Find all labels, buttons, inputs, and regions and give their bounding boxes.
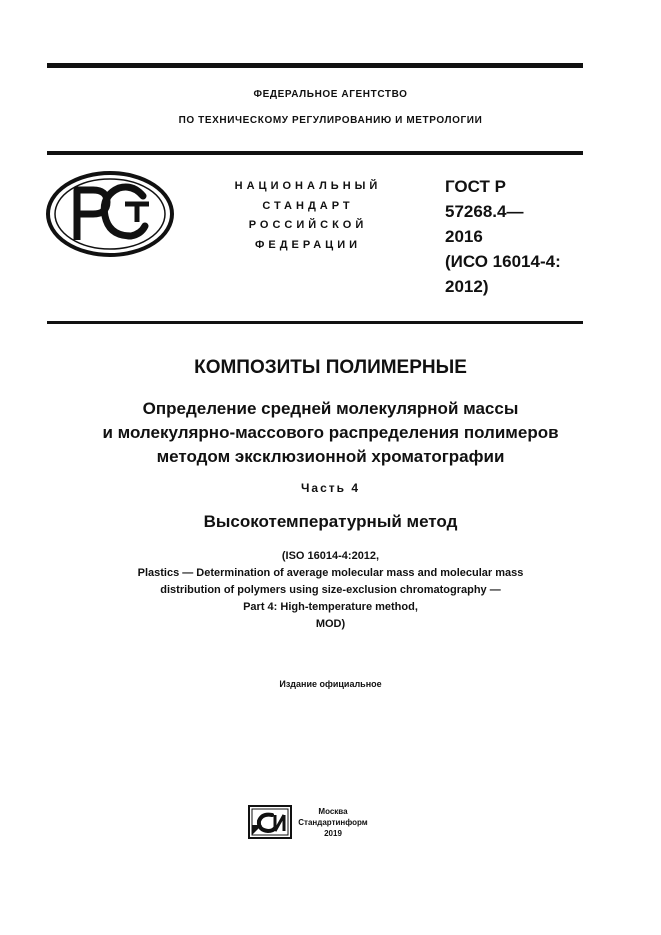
rst-certification-logo-icon (45, 170, 175, 258)
iso-reference (0, 548, 661, 633)
standard-type-line: СТАНДАРТ (262, 199, 354, 212)
publisher-year: 2019 (324, 829, 342, 838)
standard-number-line: 2016 (445, 227, 483, 246)
publisher-name: Стандартинформ (298, 818, 368, 827)
standard-type (208, 177, 408, 255)
publisher-city: Москва (318, 807, 348, 816)
iso-reference-line: Plastics — Determination of average molecular mass and molecular mass (137, 567, 524, 579)
standard-number-line: ГОСТ Р (445, 177, 506, 196)
standard-number-line: 2012) (445, 277, 489, 296)
standard-number-line: (ИСО 16014-4: (445, 252, 561, 271)
bottom-rule (47, 321, 583, 324)
method-title: Высокотемпературный метод (203, 512, 458, 531)
part-label: Часть 4 (300, 481, 361, 495)
iso-reference-line: Part 4: High-temperature method, (243, 601, 418, 613)
iso-reference-line: MOD) (315, 618, 346, 630)
top-rule (47, 63, 583, 68)
standard-number (445, 174, 595, 299)
publisher-info (296, 806, 370, 839)
subtitle-line: и молекулярно-массового распределения полимеров (102, 423, 559, 442)
standard-type-line: ФЕДЕРАЦИИ (254, 238, 362, 251)
agency-name-line2: ПО ТЕХНИЧЕСКОМУ РЕГУЛИРОВАНИЮ И МЕТРОЛОГИИ (178, 115, 483, 126)
standard-type-line: РОССИЙСКОЙ (248, 219, 368, 231)
subtitle-line: методом эксклюзионной хроматографии (156, 447, 505, 466)
agency-name-line1: ФЕДЕРАЛЬНОЕ АГЕНТСТВО (253, 89, 408, 100)
middle-rule (47, 151, 583, 155)
standard-type-line: НАЦИОНАЛЬНЫЙ (234, 180, 382, 192)
document-subtitle (0, 397, 661, 469)
edition-label: Издание официальное (279, 679, 382, 689)
standartinform-logo-icon (248, 805, 292, 839)
iso-reference-line: (ISO 16014-4:2012, (281, 550, 380, 562)
iso-reference-line: distribution of polymers using size-exclusion chromatography — (160, 584, 501, 596)
standard-number-line: 57268.4— (445, 202, 524, 221)
subtitle-line: Определение средней молекулярной массы (142, 399, 519, 418)
document-title: КОМПОЗИТЫ ПОЛИМЕРНЫЕ (194, 357, 467, 378)
